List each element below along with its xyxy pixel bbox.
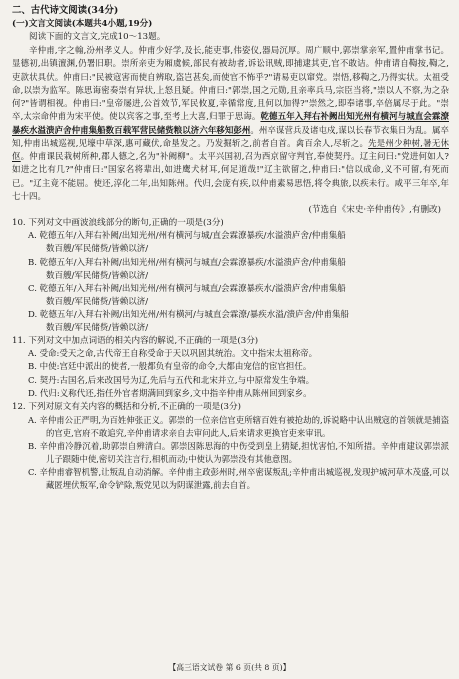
passage-text: 。仲甫课民栽树所种,郡人德之,名为"补阙柳"。太平兴国初,召为西京留守判官,奉使契丹。: [20, 151, 360, 162]
q10-option-d[interactable]: D. 乾德五年/入拜右补阙/出知光州/州有横河/与城直会霖潦/暴疾水溢/溃庐舍/仲甫集船: [28, 309, 349, 320]
q10-option-a-cont: 数百艘/军民储赀/皆赖以济/: [46, 244, 149, 255]
section-title: 二、古代诗文阅读(34分): [12, 5, 119, 16]
q10-option-a[interactable]: A. 乾德五年/入拜右补阙/出知光州/州有横河与城/直会霖潦暴疾/水溢溃庐舍/仲甫集船: [28, 231, 346, 242]
passage-text: 使还,淳化二年,出知陈州。代归,会庞有疾,以仲甫素易思悟,将令典旅,以疾未行。咸平三年卒,年七十四。: [12, 177, 449, 201]
q10-option-c-cont: 数百艘/军民储赀/皆赖以济/: [46, 296, 149, 307]
question-12-stem: 12. 下列对原文有关内容的概括和分析,不正确的一项是(3分): [12, 401, 241, 412]
q12-option-c[interactable]: C. 辛仲甫睿智机警,让叛乱自动消解。辛仲甫主政彭州时,州卒密谋叛乱;辛仲甫出城巡视,发现护城河草木茂盛,可以藏匿埋伏叛军,命令铲除,叛党见以为阴谋泄露,前去自首。: [28, 467, 449, 491]
q10-option-d-cont: 数百艘/军民储赀/皆赖以济/: [46, 323, 149, 334]
source-note: (节选自《宋史·辛仲甫传》,有删改): [308, 205, 441, 216]
q11-option-d[interactable]: D. 代归:义称代还,指任外官者期满回到家乡,文中指辛仲甫从陈州回到家乡。: [28, 388, 312, 399]
passage-quote: "民被寇害而使自辨取,盗岂甚矣,而使官不怖乎?": [91, 71, 273, 82]
classical-passage: [12, 44, 449, 203]
q12-option-b[interactable]: B. 辛仲甫冷静沉着,助郭崇自辨清白。郭崇因陈思海的中伤受到皇上猜疑,担忧害怕,不知所措。辛仲甫建议郭崇派儿子跟随中使,密切关注言行,相机而动;中使认为郭崇没有其他意图。: [28, 441, 449, 465]
passage-text: 辛仲甫,字之翰,汾州孝义人。仲甫少好学,及长,能吏事,伟姿仪,器局沉厚。周广顺中,郭崇掌亲军,置仲甫掌书记。显德初,出镇澶渊,仍署旧职。崇所亲吏为厢虞候,部民有被劫者,诉讼讯贼,即捕逮其吏,官不敢诘。仲甫请自鞫按,鞫之,吏款状具伏。仲甫曰:: [12, 45, 449, 82]
q11-option-a[interactable]: A. 受命:受天之命,古代帝王自称受命于天以巩固其统治。文中指宋太祖称帝。: [28, 349, 318, 360]
q11-option-c[interactable]: C. 契丹:古国名,后来改国号为辽,先后与五代和北宋并立,与中原常发生争端。: [28, 375, 315, 386]
q10-option-c[interactable]: C. 乾德五年/入拜右补阙/出知光州/州有横河与城直/会霖潦暴疾水/溢溃庐舍/仲甫集船: [28, 283, 346, 294]
wavy-underline-segment: 乾德五年入拜右补阙出知光州有横河与城直会霖潦暴疾水溢溃庐舍仲甫集船数百载军营民储赀粮以济六年移知彭州: [12, 111, 449, 135]
passage-text: 考上大喜,归罪于思诲。: [171, 111, 261, 122]
passage-text: 人不察,为之杂何?"皆谓相视。仲甫曰:"皇帝屡进,公首效节,军民攸夏,幸循常度,且何以加得?"崇然之,即奉诸事,卒倍属尽于此。"崇卒,太宗命仲甫为宋平使。使以宾客之事,至: [12, 84, 449, 122]
passage-text: 。州卒谋营兵及诸屯戍,谋以长春节衣集日为乱。属卒知,仲甫出城巡视,见壕中草深,惠可藏伏,命垦发之。乃发掘斩之,前者自首。禽百余人,尽斩之。: [12, 124, 449, 148]
reading-instruction: 阅读下面的文言文,完成10～13题。: [29, 32, 166, 43]
passage-text: 请易吏以窜党。崇悟,移鞫之,乃得实状。太祖受命,以崇为监军。陈思诲密奏崇有异状,上怒且疑。仲甫曰:"郭崇,国之元勋,且亲率兵马,宗臣当将,"崇以: [12, 71, 449, 95]
sub-section-title: (一)文言文阅读(本题共4小题,19分): [12, 19, 153, 29]
passage-text: 辽主问曰:"党进何如人?如进之比有几?"仲甫曰:"国家名将辈出,如进鹰犬材耳,何足道哉!"辽主欲留之,仲甫曰:"信以成命,义不可留,有死而已。"辽主竟不能屈。: [12, 151, 449, 188]
q12-option-a[interactable]: A. 辛仲甫公正严明,为百姓伸张正义。郭崇的一位亲信官吏所辖百姓有被抢劫的,诉说略中认出贼寇的首领就是捕盗的官吏,官府不敢追究,辛仲甫请求亲自去审问此人,后来请求更换官吏来审讯。: [28, 414, 449, 439]
q11-option-b[interactable]: B. 中使:宫廷中派出的使者,一般都负有皇帝的命令,大都由宠信的宦官担任。: [28, 362, 312, 373]
q10-option-b[interactable]: B. 乾德五年/入拜右补阙/出知光州/州有横河与城直/会霖潦暴疾/水溢溃庐舍/仲甫集船: [28, 257, 346, 268]
q10-option-b-cont: 数百艘/军民储赀/皆赖以济/: [46, 270, 149, 281]
question-11-stem: 11. 下列对文中加点词语的相关内容的解说,不正确的一项是(3分): [12, 336, 259, 347]
page-footer: 【高三语文试卷 第 6 页(共 8 页)】: [168, 663, 291, 672]
underlined-sentence: 先是州少种树,暑无休伛: [12, 137, 449, 162]
question-10-stem: 10. 下列对文中画波浪线部分的断句,正确的一项是(3分): [12, 218, 224, 229]
